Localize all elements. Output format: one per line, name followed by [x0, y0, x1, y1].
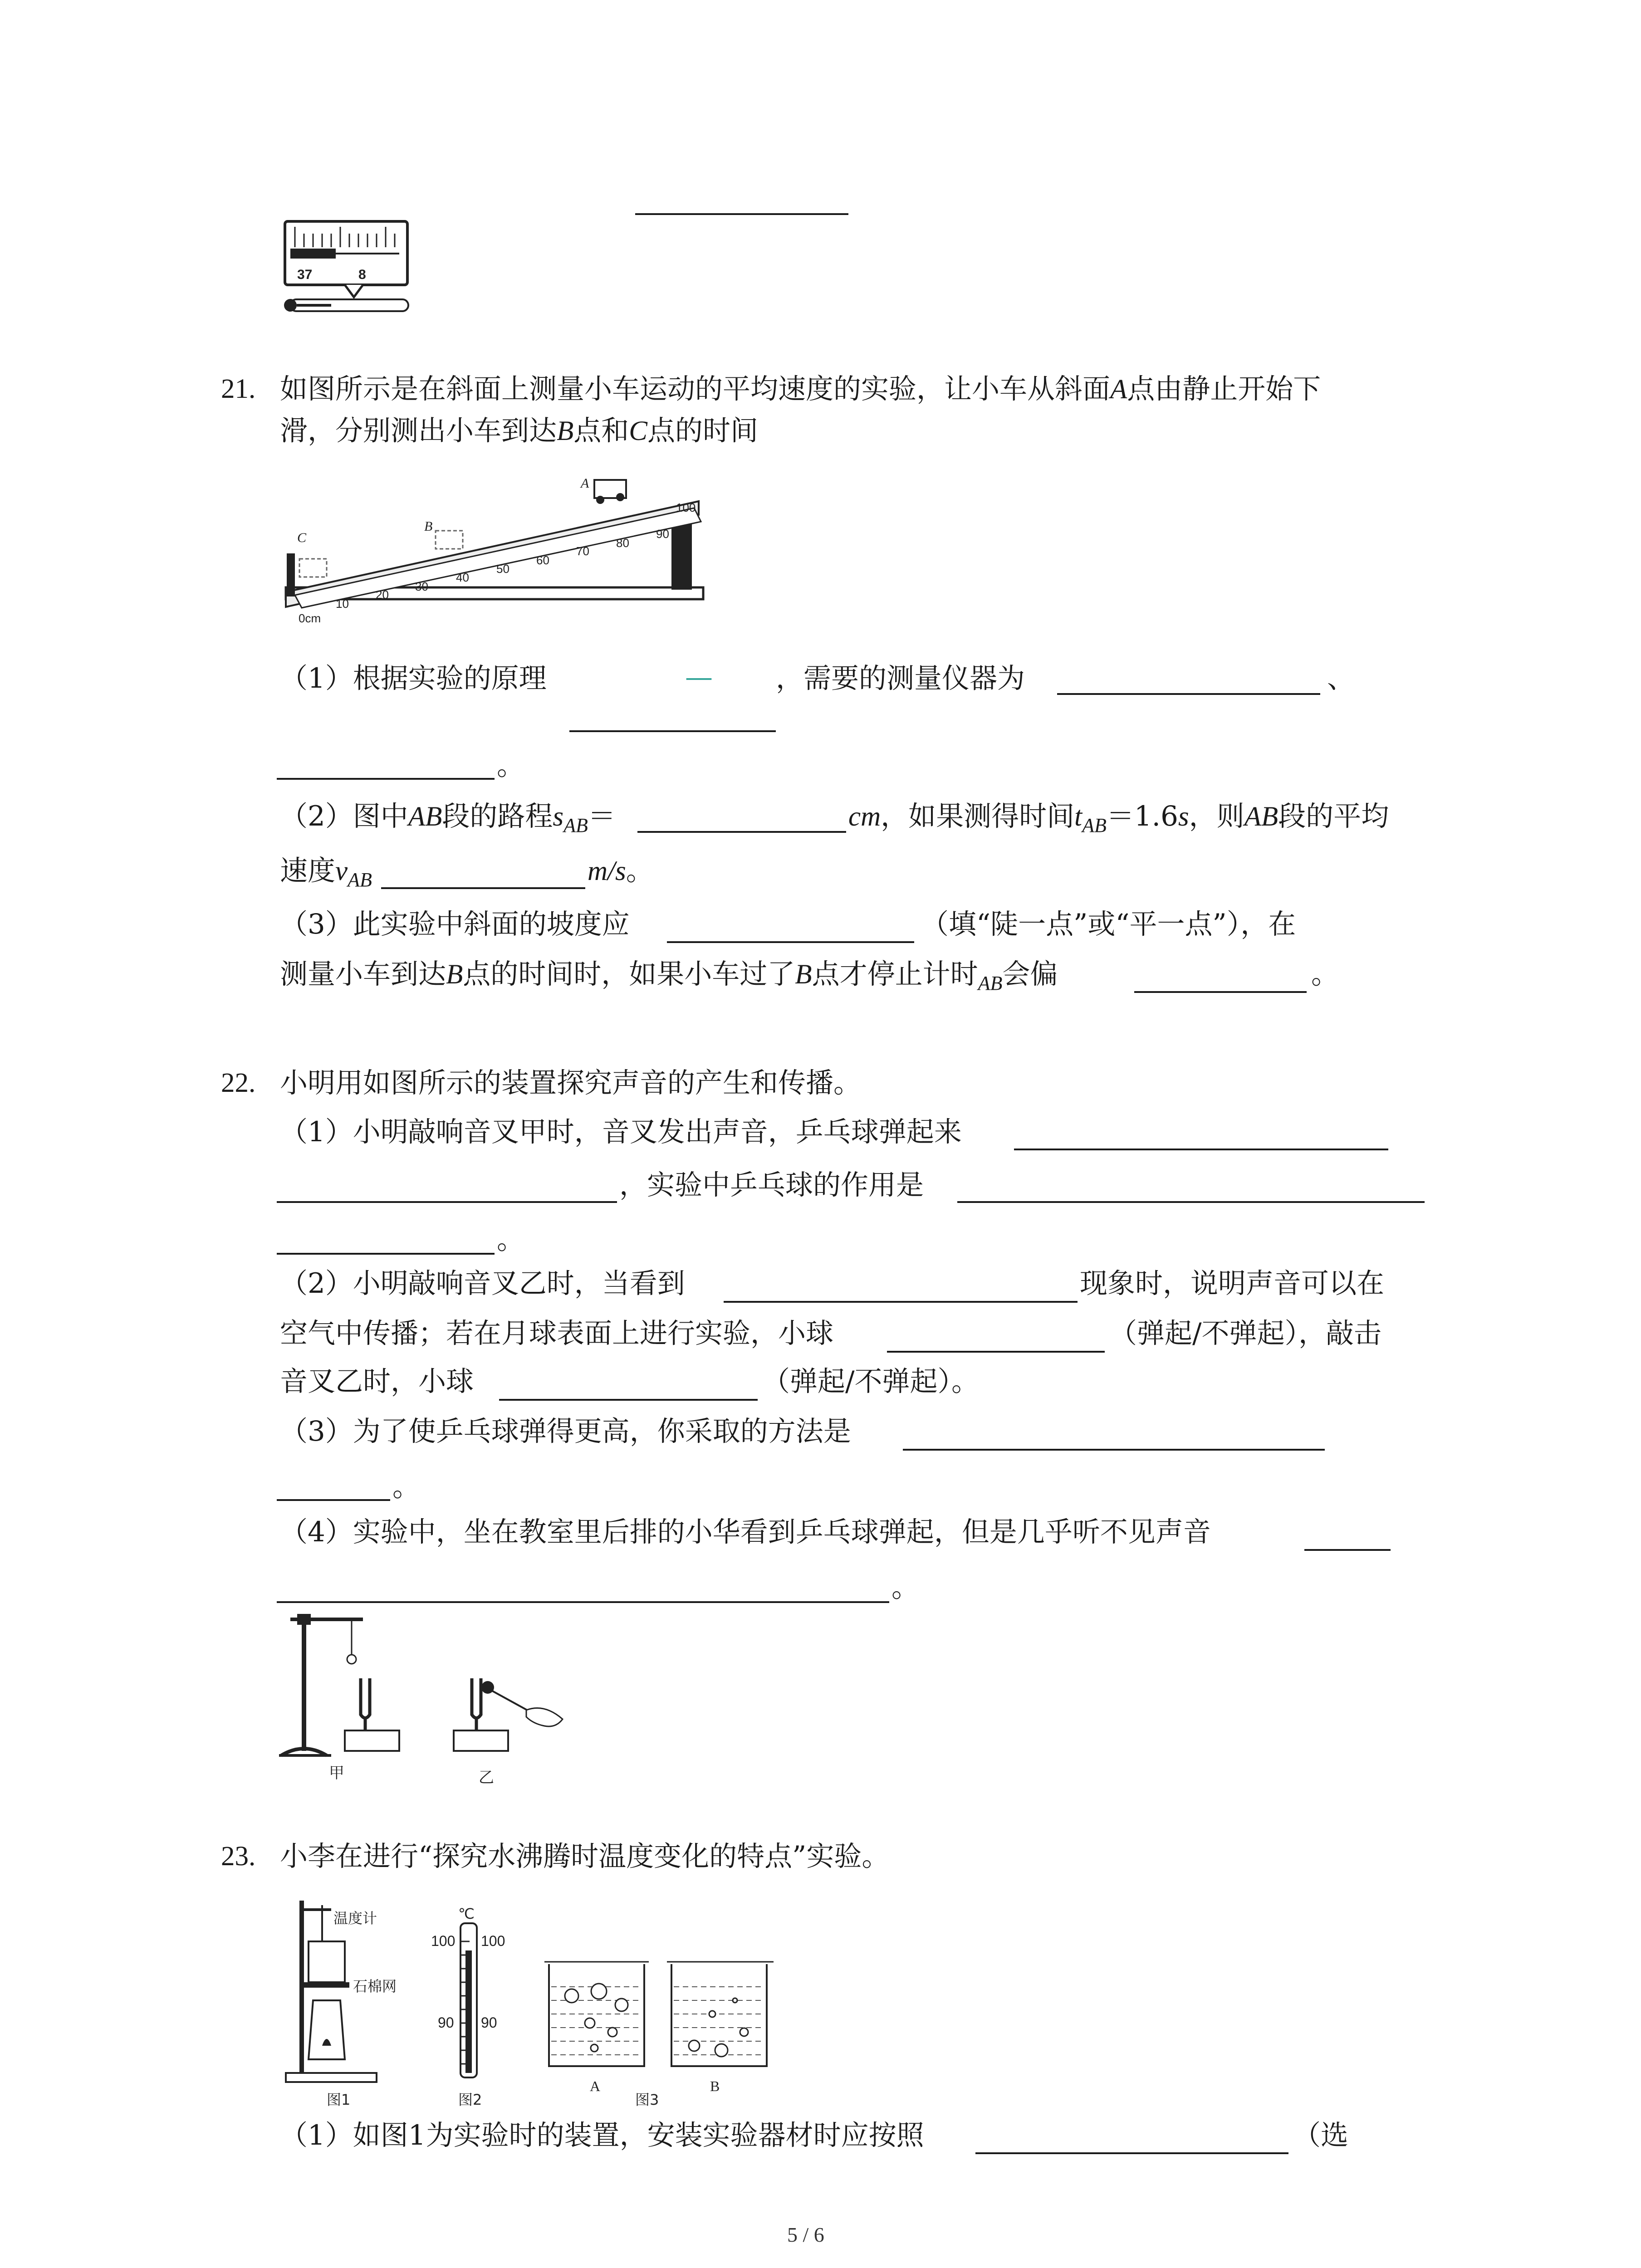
beaker-b: [667, 1962, 774, 2066]
label-beaker-a: A: [590, 2078, 601, 2094]
fork-label-jia: 甲: [329, 1764, 344, 1782]
q22-moon-blank-1[interactable]: [887, 1351, 1105, 1353]
q22-part2-line1: （2）小明敲响音叉乙时，当看到: [280, 1267, 685, 1300]
q23-part1-rest: （选: [1293, 2119, 1349, 2151]
q21-number: 21.: [221, 374, 256, 404]
ruler-label-80: 80: [616, 536, 629, 550]
inclined-plane-figure: [277, 463, 740, 626]
cart-at-a: [594, 480, 626, 504]
point-a-label: A: [581, 476, 589, 491]
q23-part1-line: （1）如图1为实验时的装置，安装实验器材时应按照: [280, 2119, 924, 2151]
q21-part1-text: ，需要的测量仪器为: [776, 662, 1025, 694]
q21-part3-hint: （填“陡一点”或“平一点”），在: [921, 908, 1296, 940]
scale-90-right: 90: [481, 2014, 497, 2031]
q21-instrument-blank-1[interactable]: [1057, 693, 1320, 695]
label-thermometer: 温度计: [333, 1910, 377, 1927]
q22-number: 22.: [221, 1068, 256, 1098]
label-fig1: 图1: [327, 2091, 351, 2108]
q22-part1-line1: （1）小明敲响音叉甲时，音叉发出声音，乒乓球弹起来: [280, 1116, 962, 1148]
scale-100-right: 100: [481, 1933, 505, 1949]
q22-part2-line2-rest: （弹起/不弹起），敲击: [1109, 1317, 1382, 1349]
ruler-label-90: 90: [656, 527, 669, 541]
scale-100-left: 100: [431, 1933, 456, 1949]
q21-part2-line2: 速度$v_{AB}$: [280, 855, 372, 891]
page-number: 5 / 6: [787, 2223, 824, 2246]
boiling-water-figure: [277, 1896, 798, 2114]
q21-part1-label: （1）根据实验的原理: [280, 662, 547, 694]
q22-part3-line: （3）为了使乒乓球弹得更高，你采取的方法是: [280, 1415, 851, 1447]
q22-phenomenon-blank-a[interactable]: [1014, 1149, 1388, 1150]
fork-label-yi: 乙: [479, 1769, 494, 1787]
q23-order-blank[interactable]: [975, 2152, 1288, 2154]
q21-speed-blank[interactable]: [381, 887, 585, 889]
q22-ball-role-blank-b[interactable]: [277, 1253, 495, 1255]
q22-ball-role-blank-a[interactable]: [957, 1201, 1425, 1203]
ruler-label-40: 40: [456, 571, 469, 584]
label-beaker-b: B: [710, 2078, 720, 2094]
label-unit: ℃: [458, 1905, 475, 1922]
beaker-a: [544, 1962, 649, 2066]
q21-part2-line1: （2）图中AB段的路程$s_{AB}=$: [280, 800, 616, 836]
q22-observe-blank[interactable]: [724, 1301, 1078, 1303]
q20-answer-blank[interactable]: [635, 213, 848, 215]
tuning-fork-figure: [272, 1606, 590, 1787]
ruler-label-20: 20: [376, 588, 389, 601]
q22-part3-end: 。: [392, 1471, 421, 1503]
thermometer-label-8: 8: [358, 267, 366, 282]
q21-intro-line1: 如图所示是在斜面上测量小车运动的平均速度的实验，让小车从斜面A点由静止开始下: [280, 373, 1321, 405]
q22-method-blank-a[interactable]: [903, 1449, 1325, 1451]
q21-principle-dash: —: [685, 661, 713, 693]
thermometer-label-37: 37: [297, 267, 313, 282]
q21-part1-end: 。: [497, 749, 525, 782]
ruler-label-30: 30: [415, 580, 428, 593]
q21-distance-blank[interactable]: [637, 831, 846, 833]
q21-part3-label: （3）此实验中斜面的坡度应: [280, 908, 630, 940]
q21-part2-line1-rest: cm，如果测得时间$t_{AB}=1.6s$，则AB段的平均: [848, 800, 1389, 836]
ruler-label-60: 60: [536, 553, 549, 567]
q22-part2-line3-rest: （弹起/不弹起）。: [762, 1365, 980, 1398]
ruler-label-70: 70: [576, 544, 589, 558]
q21-part3-line2: 测量小车到达B点的时间时，如果小车过了B点才停止计时$_{AB}$会偏: [280, 958, 1058, 994]
q22-phenomenon-blank-b[interactable]: [277, 1201, 617, 1203]
q22-reason-blank-a[interactable]: [1304, 1549, 1391, 1551]
ruler-label-10: 10: [336, 597, 349, 611]
q22-intro: 小明用如图所示的装置探究声音的产生和传播。: [280, 1067, 862, 1099]
clinical-thermometer-figure: [277, 213, 413, 318]
ruler-label-50: 50: [496, 562, 509, 576]
q22-part2-line2: 空气中传播；若在月球表面上进行实验，小球: [280, 1317, 834, 1349]
q21-part3-end: 。: [1311, 958, 1339, 990]
ruler-label-0cm: 0cm: [299, 611, 321, 625]
q21-slope-blank[interactable]: [667, 941, 914, 943]
ruler-label-100: 100: [676, 501, 696, 514]
q23-intro: 小李在进行“探究水沸腾时温度变化的特点”实验。: [280, 1840, 890, 1872]
q22-part2-line1-rest: 现象时，说明声音可以在: [1080, 1267, 1385, 1300]
q22-part1-line2: ，实验中乒乓球的作用是: [619, 1169, 924, 1201]
q21-intro-line2: 滑，分别测出小车到达B点和C点的时间: [280, 415, 758, 447]
q22-part4-line: （4）实验中，坐在教室里后排的小华看到乒乓球弹起，但是几乎听不见声音: [280, 1516, 1211, 1548]
q22-reason-blank-b[interactable]: [277, 1601, 889, 1603]
point-b-label: B: [424, 519, 433, 534]
label-gauze: 石棉网: [353, 1978, 397, 1995]
q22-method-blank-b[interactable]: [277, 1499, 390, 1501]
q22-part4-end: 。: [892, 1571, 920, 1603]
point-c-label: C: [297, 530, 307, 545]
q23-number: 23.: [221, 1841, 256, 1872]
scale-90-left: 90: [438, 2014, 454, 2031]
q21-instrument-blank-2[interactable]: [277, 778, 495, 780]
q22-moon-blank-2[interactable]: [499, 1399, 758, 1401]
q22-part2-line3: 音叉乙时，小球: [280, 1365, 474, 1398]
q21-part2-unit: m/s。: [588, 855, 654, 887]
q22-part1-end: 。: [497, 1223, 525, 1256]
label-fig3: 图3: [635, 2091, 659, 2108]
q21-principle-blank[interactable]: [569, 730, 776, 732]
q21-error-blank[interactable]: [1134, 991, 1307, 993]
q21-separator: 、: [1327, 662, 1355, 694]
label-fig2: 图2: [458, 2091, 482, 2108]
